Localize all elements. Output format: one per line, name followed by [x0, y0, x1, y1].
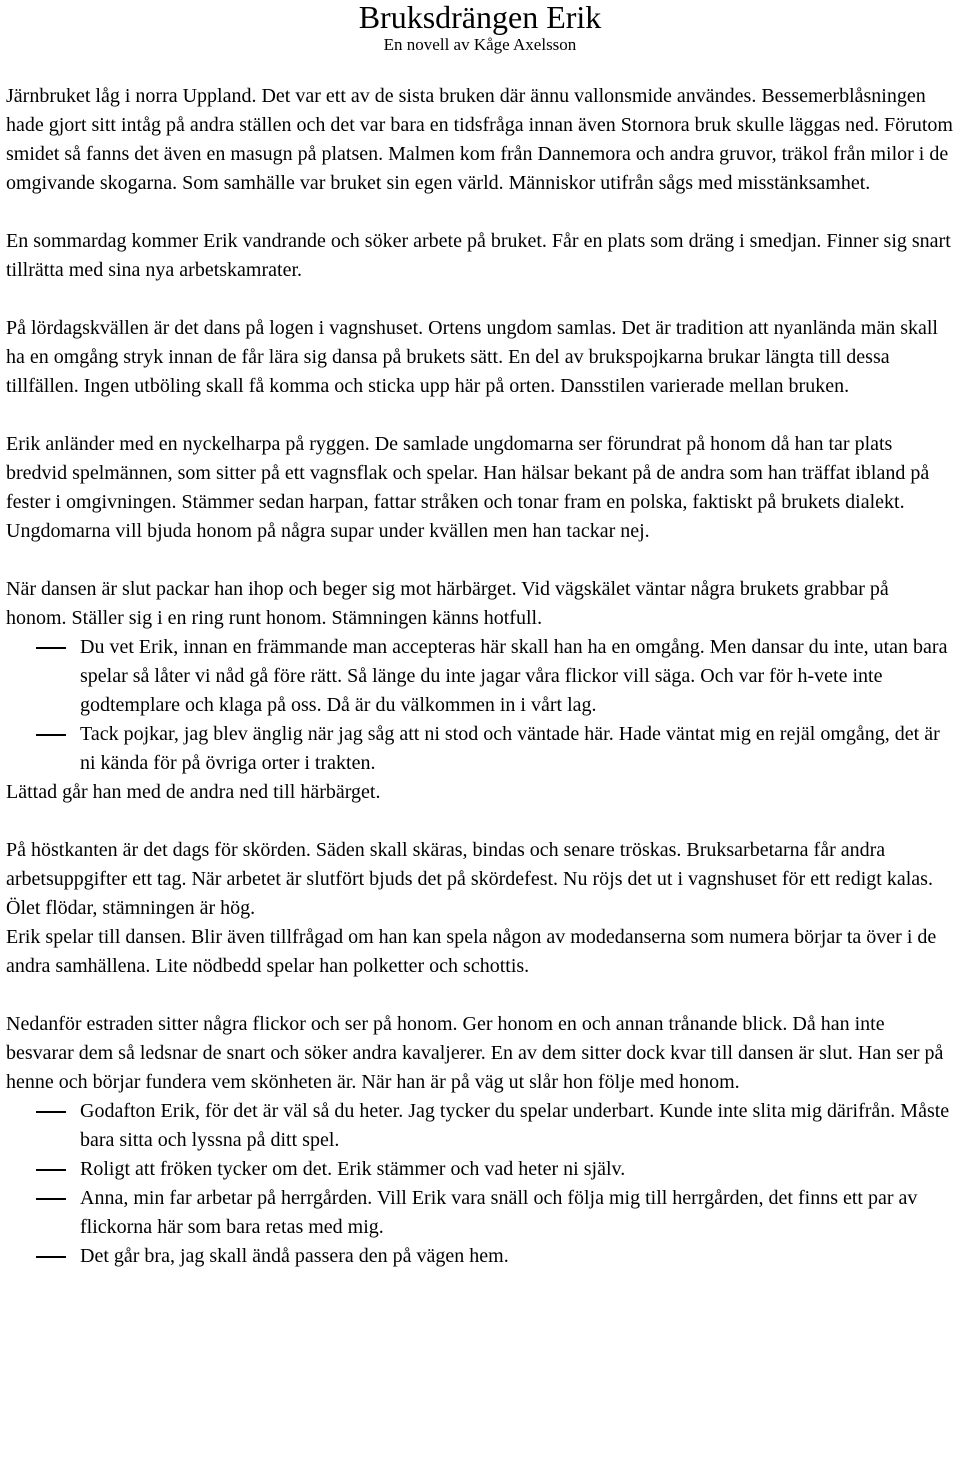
dialog-text: Tack pojkar, jag blev änglig när jag såg att ni stod och väntade här. Hade väntat mig en rejäl omgång, det är ni kända för på övriga orter i trakten. — [80, 723, 940, 774]
paragraph-dance-tradition: På lördagskvällen är det dans på logen i vagnshuset. Ortens ungdom samlas. Det är tradition att nyanlända män skall ha en omgång stryk innan de får lära sig dansa på brukets sätt. En del av brukspojkarna brukar längta till dessa tillfällen. Ingen utböling skall få komma och sticka upp här på orten. Dansstilen varierade mellan bruken. — [6, 317, 938, 397]
paragraph-harvest: På höstkanten är det dags för skörden. Säden skall skäras, bindas och senare tröskas. Bruksarbetarna får andra arbetsuppgifter ett tag. När arbetet är slutfört bjuds det på skördefest. Nu röjs det ut i vagnshuset för ett redigt kalas. Ölet flödar, stämningen är hög. — [6, 839, 933, 919]
dialog-dash — [36, 734, 66, 736]
dialog-text: Anna, min far arbetar på herrgården. Vill Erik vara snäll och följa mig till herrgården, det finns ett par av flickorna här som bara retas med mig. — [80, 1187, 918, 1238]
dialog-dash — [36, 1169, 66, 1171]
dialog-list-anna — [6, 1097, 954, 1271]
dialog-line — [6, 633, 954, 720]
dialog-line — [6, 720, 954, 778]
dialog-dash — [36, 1111, 66, 1113]
paragraph-declines-drinks: Ungdomarna vill bjuda honom på några supar under kvällen men han tackar nej. — [6, 520, 650, 542]
paragraph-arrival: En sommardag kommer Erik vandrande och söker arbete på bruket. Får en plats som dräng i smedjan. Finner sig snart tillrätta med sina nya arbetskamrater. — [6, 230, 951, 281]
dialog-text: Roligt att fröken tycker om det. Erik stämmer och vad heter ni själv. — [80, 1158, 626, 1180]
paragraph-intro: Järnbruket låg i norra Uppland. Det var ett av de sista bruken där ännu vallonsmide användes. Bessemerblåsningen hade gjort sitt intåg på andra ställen och det var bara en tidsfråga innan även Stornora bruk skulle läggas ned. Förutom smidet så fanns det även en masugn på platsen. Malmen kom från Dannemora och andra gruvor, träkol från milor i de omgivande skogarna. Som samhälle var bruket sin egen värld. Människor utifrån sågs med misstänksamhet. — [6, 85, 953, 194]
paragraph-after-dance: När dansen är slut packar han ihop och beger sig mot härbärget. Vid vägskälet väntar några brukets grabbar på honom. Ställer sig i en ring runt honom. Stämningen känns hotfull. — [6, 578, 889, 629]
dialog-dash — [36, 1256, 66, 1258]
dialog-text: Godafton Erik, för det är väl så du heter. Jag tycker du spelar underbart. Kunde inte slita mig därifrån. Måste bara sitta och lyssna på ditt spel. — [80, 1100, 950, 1151]
paragraph-girls: Nedanför estraden sitter några flickor och ser på honom. Ger honom en och annan trånande blick. Då han inte besvarar dem så ledsnar de snart och söker andra kavaljerer. En av dem sitter dock kvar till dansen är slut. Han ser på henne och börjar fundera vem skönheten är. När han är på väg ut slår hon följe med honom. — [6, 1013, 944, 1093]
dialog-text: Du vet Erik, innan en främmande man accepteras här skall han ha en omgång. Men dansar du inte, utan bara spelar så låter vi nåd gå före rätt. Så länge du inte jagar våra flickor vill säga. Och var för h-vete inte godtemplare och klaga på oss. Då är du välkommen in i vårt lag. — [80, 636, 948, 716]
dialog-list-crossroads — [6, 633, 954, 778]
dialog-text: Det går bra, jag skall ändå passera den på vägen hem. — [80, 1245, 509, 1267]
document-subtitle: En novell av Kåge Axelsson — [383, 35, 577, 54]
dialog-line — [6, 1155, 954, 1184]
paragraph-plays-dance: Erik spelar till dansen. Blir även tillfrågad om han kan spela någon av modedanserna som numera börjar ta över i de andra samhällena. Lite nödbedd spelar han polketter och schottis. — [6, 926, 937, 977]
document-title: Bruksdrängen Erik — [358, 0, 602, 35]
paragraph-relieved: Lättad går han med de andra ned till härbärget. — [6, 781, 381, 803]
paragraph-nyckelharpa: Erik anländer med en nyckelharpa på ryggen. De samlade ungdomarna ser förundrat på honom då han tar plats bredvid spelmännen, som sitter på ett vagnsflak och spelar. Han hälsar bekant på de andra som han träffat ibland på fester i omgivningen. Stämmer sedan harpan, fattar stråken och tonar fram en polska, faktiskt på brukets dialekt. — [6, 433, 930, 513]
dialog-line — [6, 1242, 954, 1271]
dialog-line — [6, 1097, 954, 1155]
dialog-dash — [36, 1198, 66, 1200]
dialog-dash — [36, 647, 66, 649]
dialog-line — [6, 1184, 954, 1242]
